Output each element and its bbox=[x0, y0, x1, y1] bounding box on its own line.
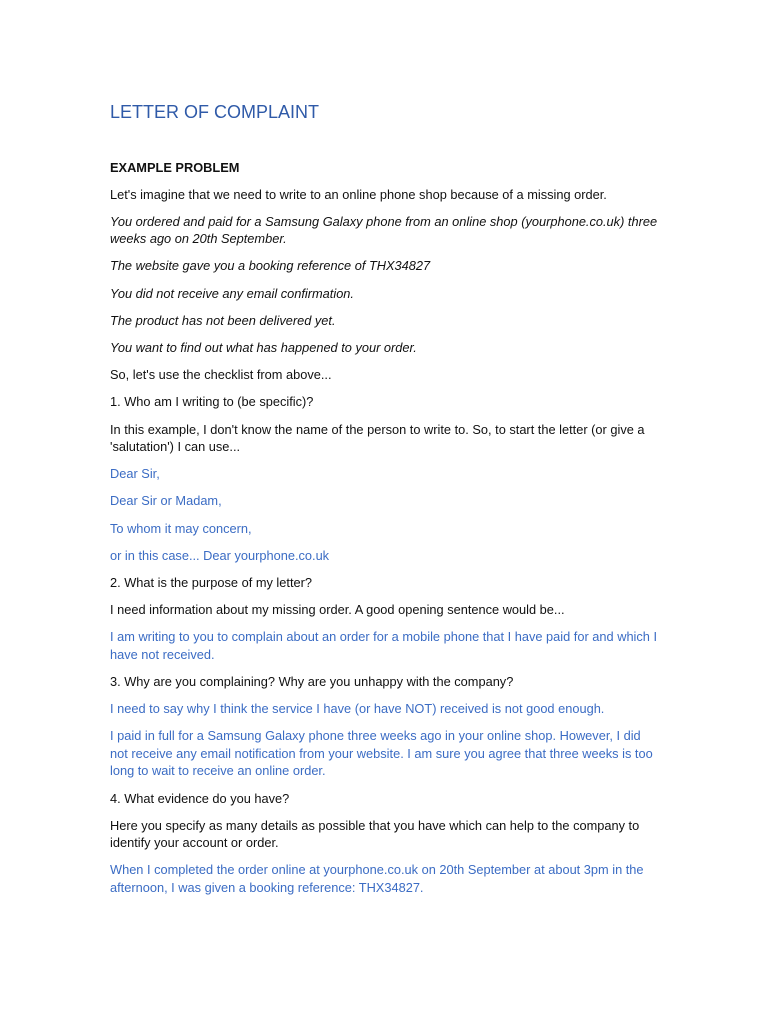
example-text: or in this case... Dear yourphone.co.uk bbox=[110, 547, 330, 563]
scenario-paragraph: You ordered and paid for a Samsung Galaxy phone from an online shop (yourphone.co.uk) three weeks ago on 20th September. bbox=[110, 213, 658, 247]
scenario-paragraph: The product has not been delivered yet. bbox=[110, 312, 336, 328]
checklist-question: 4. What evidence do you have? bbox=[110, 790, 290, 806]
section-heading: EXAMPLE PROBLEM bbox=[110, 160, 240, 175]
example-text: When I completed the order online at yourphone.co.uk on 20th September at about 3pm in the afternoon, I was given a booking reference: THX34827. bbox=[110, 862, 644, 895]
document-title: LETTER OF COMPLAINT bbox=[110, 102, 320, 122]
body-paragraph: So, let's use the checklist from above... bbox=[110, 367, 332, 383]
checklist-question: 1. Who am I writing to (be specific)? bbox=[110, 394, 314, 410]
example-text: I need to say why I think the service I have (or have NOT) received is not good enough. bbox=[110, 701, 605, 717]
example-text: Dear Sir or Madam, bbox=[110, 493, 222, 509]
scenario-paragraph: You want to find out what has happened to your order. bbox=[110, 339, 417, 355]
example-text: To whom it may concern, bbox=[110, 520, 252, 536]
example-text: Dear Sir, bbox=[110, 466, 160, 482]
checklist-question: 2. What is the purpose of my letter? bbox=[110, 574, 313, 590]
scenario-paragraph: You did not receive any email confirmation. bbox=[110, 285, 354, 301]
example-text: I paid in full for a Samsung Galaxy phone three weeks ago in your online shop. However, I did not receive any email notification from your website. I am sure you agree that three weeks is too long to wait to receive an online order. bbox=[110, 728, 653, 779]
document-content bbox=[110, 99, 658, 906]
body-paragraph: Here you specify as many details as possible that you have which can help to the company to identify your account or order. bbox=[110, 817, 640, 851]
checklist-question: 3. Why are you complaining? Why are you unhappy with the company? bbox=[110, 674, 514, 689]
example-text: I am writing to you to complain about an order for a mobile phone that I have paid for and which I have not received. bbox=[110, 629, 658, 662]
body-paragraph: I need information about my missing order. A good opening sentence would be... bbox=[110, 602, 565, 618]
intro-paragraph: Let's imagine that we need to write to an online phone shop because of a missing order. bbox=[110, 186, 607, 202]
body-paragraph: In this example, I don't know the name of the person to write to. So, to start the letter (or give a 'salutation') I can use... bbox=[110, 421, 645, 454]
scenario-paragraph: The website gave you a booking reference of THX34827 bbox=[110, 258, 431, 274]
